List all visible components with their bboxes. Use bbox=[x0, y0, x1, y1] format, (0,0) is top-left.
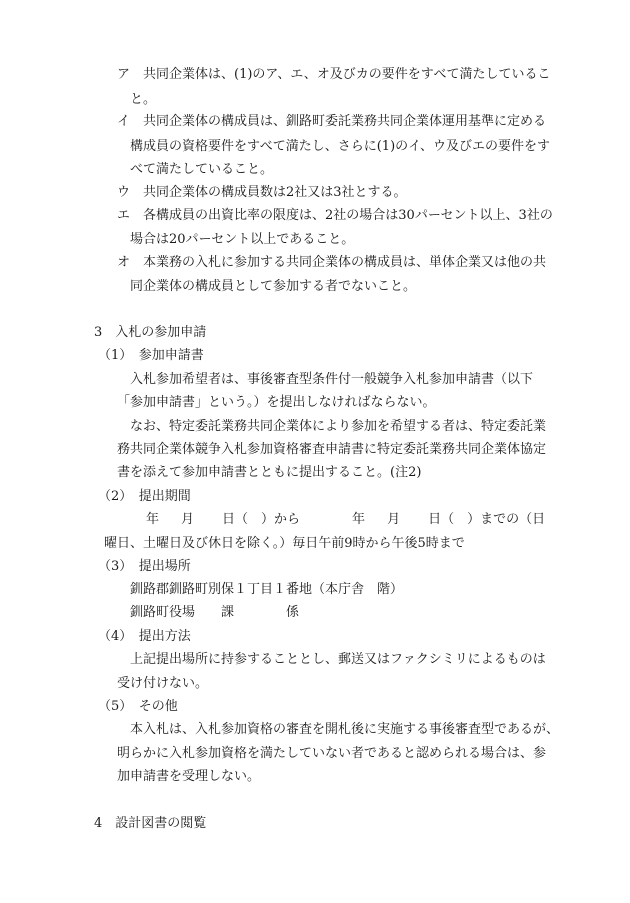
office-section: 課 bbox=[221, 605, 235, 620]
item-e-line1: エ 各構成員の出資比率の限度は、2社の場合は30パーセント以上、3社の bbox=[117, 208, 553, 223]
item-u-line1: ウ 共同企業体の構成員数は2社又は3社とする。 bbox=[117, 185, 407, 200]
subsection-2-heading: （2） 提出期間 bbox=[98, 489, 191, 504]
s5-line1: 本入札は、入札参加資格の審査を開札後に実施する事後審査型であるが、 bbox=[130, 722, 560, 737]
s1-p2-line2: 務共同企業体競争入札参加資格審査申請書に特定委託業務共同企業体協定 bbox=[117, 442, 547, 457]
subsection-4-heading: （4） 提出方法 bbox=[98, 629, 191, 644]
period-day-2: 日（ ）までの（日 bbox=[428, 512, 546, 527]
period-line-2: 曜日、土曜日及び休日を除く。）毎日午前9時から午後5時まで bbox=[104, 536, 465, 551]
period-year-2: 年 bbox=[352, 512, 366, 527]
period-month-1: 月 bbox=[181, 512, 195, 527]
s4-line2: 受け付けない。 bbox=[117, 676, 209, 691]
period-year-1: 年 bbox=[146, 512, 160, 527]
item-o-line1: オ 本業務の入札に参加する共同企業体の構成員は、単体企業又は他の共 bbox=[117, 255, 547, 270]
submission-office bbox=[130, 605, 299, 621]
s1-p2-line1: なお、特定委託業務共同企業体により参加を希望する者は、特定委託業 bbox=[130, 419, 547, 434]
subsection-1-heading: （1） 参加申請書 bbox=[98, 348, 204, 363]
s1-p1-line2: 「参加申請書」という。）を提出しなければならない。 bbox=[117, 395, 436, 410]
submission-address: 釧路郡釧路町別保１丁目１番地（本庁舎 階） bbox=[130, 582, 404, 597]
office-unit: 係 bbox=[286, 605, 300, 620]
item-i-line3: べて満たしていること。 bbox=[130, 162, 274, 177]
s1-p2-line3: 書を添えて参加申請書とともに提出すること。(注2) bbox=[117, 465, 422, 480]
subsection-3-heading: （3） 提出場所 bbox=[98, 559, 191, 574]
office-name: 釧路町役場 bbox=[130, 605, 196, 620]
period-line bbox=[146, 512, 545, 528]
s5-line3: 加申請書を受理しない。 bbox=[117, 769, 261, 784]
item-o-line2: 同企業体の構成員として参加する者でないこと。 bbox=[130, 279, 417, 294]
subsection-5-heading: （5） その他 bbox=[98, 699, 178, 714]
item-i-line2: 構成員の資格要件をすべて満たし、さらに(1)のイ、ウ及びエの要件をす bbox=[130, 139, 550, 154]
item-a-line1: ア 共同企業体は、(1)のア、エ、オ及びカの要件をすべて満たしているこ bbox=[117, 67, 551, 82]
item-i-line1: イ 共同企業体の構成員は、釧路町委託業務共同企業体運用基準に定める bbox=[117, 114, 547, 129]
period-month-2: 月 bbox=[387, 512, 401, 527]
s1-p1-line1: 入札参加希望者は、事後審査型条件付一般競争入札参加申請書（以下 bbox=[130, 372, 534, 387]
period-day-1: 日（ ）から bbox=[222, 512, 301, 527]
s5-line2: 明らかに入札参加資格を満たしていない者であると認められる場合は、参 bbox=[117, 746, 547, 761]
item-a-line2: と。 bbox=[130, 92, 157, 107]
section-3-heading: 3 入札の参加申請 bbox=[94, 325, 207, 340]
s4-line1: 上記提出場所に持参することとし、郵送又はファクシミリによるものは bbox=[130, 652, 546, 667]
section-4-heading: 4 設計図書の閲覧 bbox=[94, 816, 207, 831]
item-e-line2: 場合は20パーセント以上であること。 bbox=[130, 232, 355, 247]
